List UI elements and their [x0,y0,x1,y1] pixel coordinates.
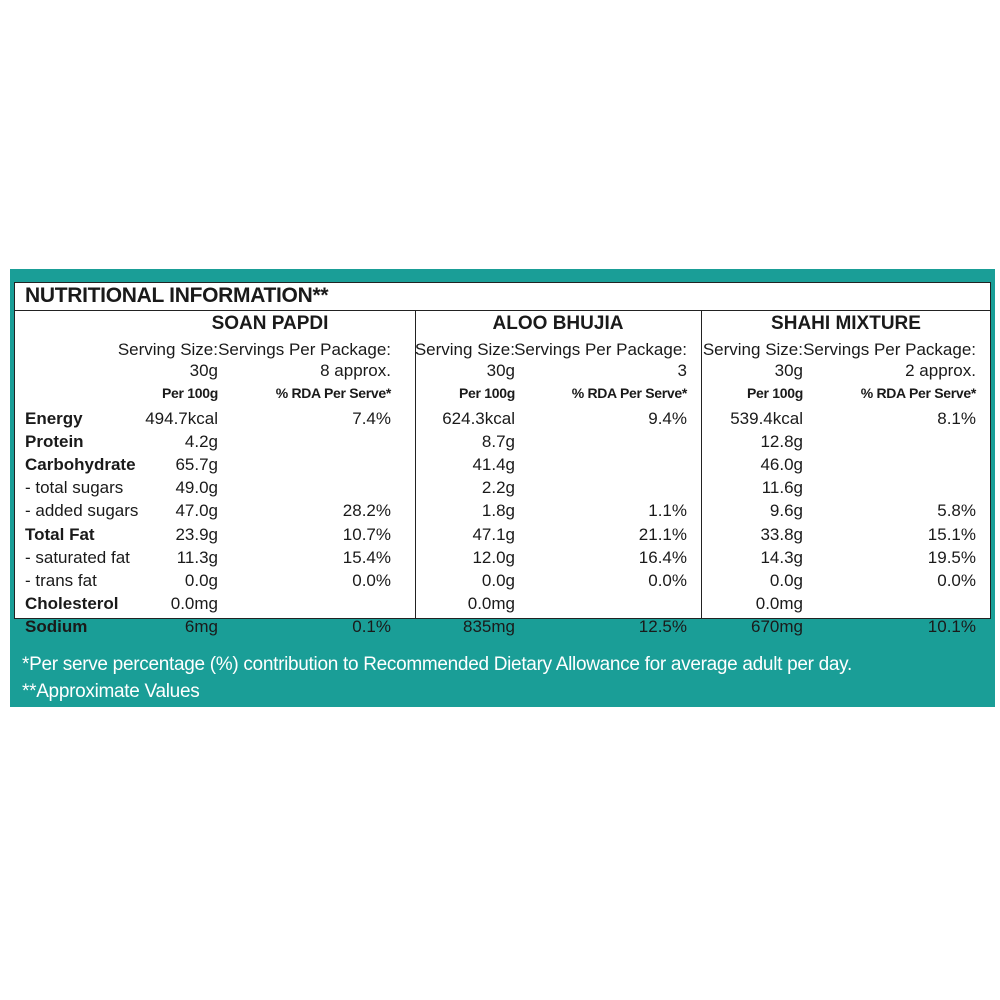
per-100g-value: 1.8g [481,501,515,521]
per-100g-value: 46.0g [760,455,803,475]
per-100g-value: 23.9g [175,524,218,544]
rda-value: 19.5% [927,547,976,567]
per-100g-value: 11.6g [761,478,803,498]
row-label: Protein [25,432,84,452]
per-100g-value: 33.8g [760,524,803,544]
rda-header: % RDA Per Serve* [275,385,391,401]
rda-value: 0.0% [648,570,687,590]
servings-per-package-value: 3 [677,361,687,380]
rda-header: % RDA Per Serve* [860,385,976,401]
row-label: Sodium [25,616,88,636]
per-100g-value: 0.0mg [467,593,515,613]
per-100g-value: 0.0g [184,570,218,590]
rda-value: 15.1% [927,524,976,544]
nutrition-table [14,282,991,636]
row-label: - total sugars [25,478,124,498]
row-label: Total Fat [25,524,95,544]
serving-size-label: Serving Size: [117,340,218,359]
per-100g-value: 8.7g [481,432,515,452]
footnotes [22,651,852,705]
rda-value: 21.1% [638,524,687,544]
rda-value: 0.0% [937,570,976,590]
row-label: - added sugars [25,501,139,521]
rda-value: 12.5% [638,616,687,636]
rda-value: 9.4% [648,409,687,428]
rda-value: 8.1% [937,409,976,428]
title-divider [15,310,990,311]
per-100g-value: 624.3kcal [442,409,515,428]
rda-value: 28.2% [342,501,391,521]
per-100g-value: 47.1g [472,524,515,544]
per-100g-value: 2.2g [481,478,515,498]
row-label: Carbohydrate [25,455,136,475]
approx-footnote: **Approximate Values [22,681,200,702]
per-100g-value: 11.3g [176,547,218,567]
per-100g-header: Per 100g [459,385,515,401]
product-name: SOAN PAPDI [211,313,329,334]
rda-value: 5.8% [937,501,976,521]
per-100g-value: 670mg [751,616,803,636]
per-100g-value: 0.0g [769,570,803,590]
product-name: ALOO BHUJIA [492,313,624,334]
row-label: - saturated fat [25,547,130,567]
row-label: - trans fat [25,570,97,590]
rda-footnote: *Per serve percentage (%) contribution to Recommended Dietary Allowance for average adult per day. [22,654,852,675]
per-100g-value: 14.3g [760,547,803,567]
per-100g-header: Per 100g [162,385,218,401]
rda-value: 10.1% [927,616,976,636]
per-100g-value: 41.4g [472,455,515,475]
per-100g-value: 0.0mg [170,593,218,613]
serving-size-value: 30g [189,361,218,380]
serving-size-label: Serving Size: [702,340,803,359]
table-title: NUTRITIONAL INFORMATION** [25,284,329,307]
product-name: SHAHI MIXTURE [771,313,921,334]
servings-per-package-value: 2 approx. [905,361,976,380]
per-100g-value: 0.0g [481,570,515,590]
per-100g-value: 4.2g [184,432,218,452]
per-100g-value: 12.8g [760,432,803,452]
serving-size-value: 30g [774,361,803,380]
per-100g-value: 835mg [463,616,515,636]
per-100g-value: 539.4kcal [730,409,803,428]
rda-value: 7.4% [352,409,391,428]
per-100g-value: 12.0g [472,547,515,567]
servings-per-package-value: 8 approx. [320,361,391,380]
rda-value: 15.4% [342,547,391,567]
rda-value: 16.4% [638,547,687,567]
per-100g-value: 65.7g [175,455,218,475]
servings-per-package-label: Servings Per Package: [514,340,687,359]
rda-value: 0.0% [352,570,391,590]
rda-header: % RDA Per Serve* [571,385,687,401]
row-label: Cholesterol [25,593,119,613]
row-label: Energy [25,409,83,428]
servings-per-package-label: Servings Per Package: [803,340,976,359]
per-100g-value: 47.0g [175,501,218,521]
per-100g-value: 9.6g [769,501,803,521]
rda-value: 10.7% [342,524,391,544]
per-100g-value: 6mg [184,616,218,636]
rda-value: 0.1% [352,616,391,636]
serving-size-label: Serving Size: [414,340,515,359]
serving-size-value: 30g [486,361,515,380]
per-100g-value: 49.0g [175,478,218,498]
servings-per-package-label: Servings Per Package: [218,340,391,359]
per-100g-value: 0.0mg [755,593,803,613]
nutrition-panel [10,269,995,707]
per-100g-value: 494.7kcal [145,409,218,428]
per-100g-header: Per 100g [747,385,803,401]
rda-value: 1.1% [648,501,687,521]
